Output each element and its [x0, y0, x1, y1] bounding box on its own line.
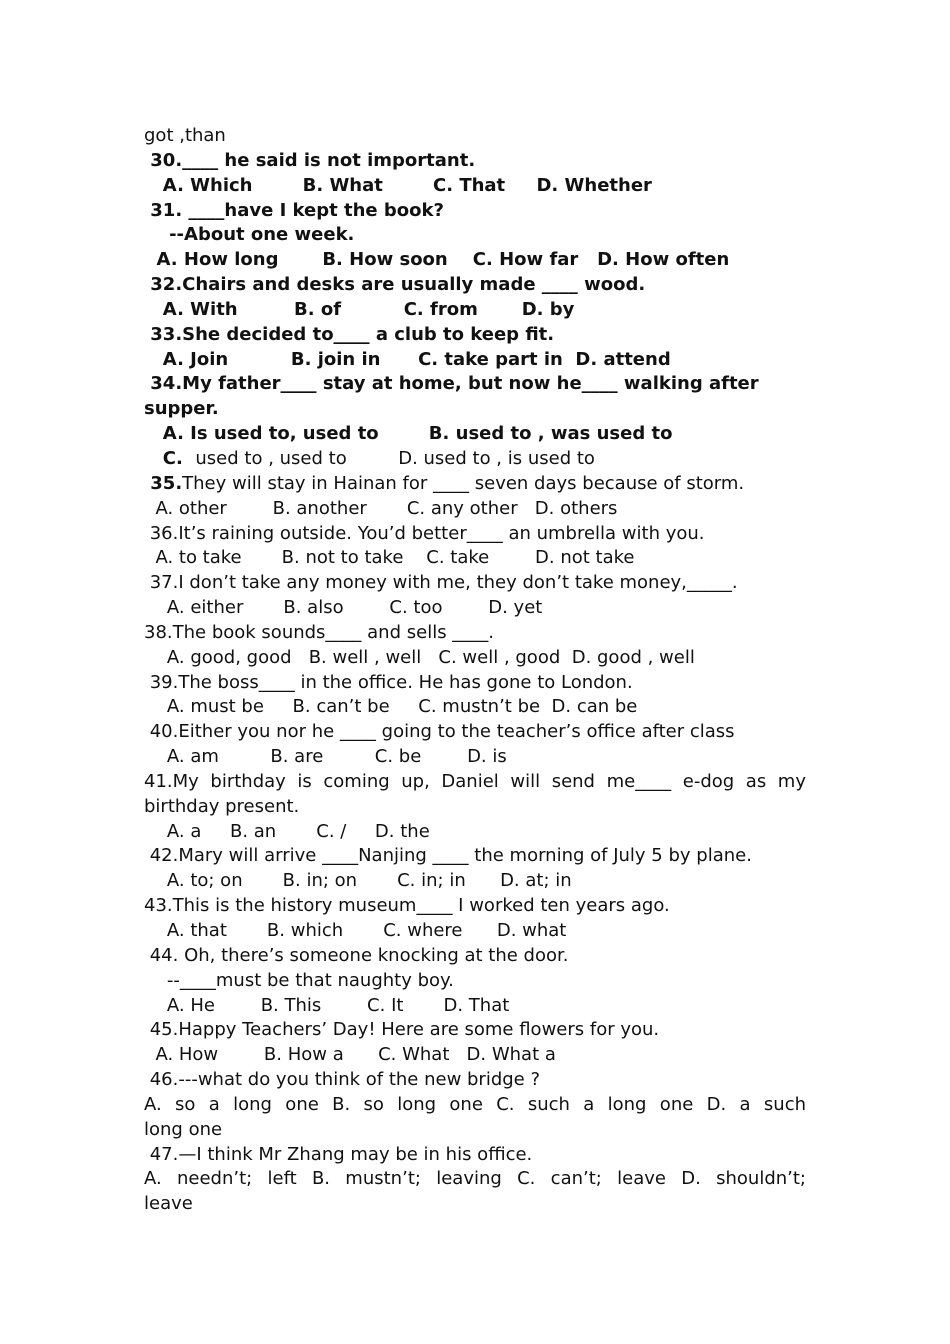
- document-page: [144, 124, 806, 1217]
- options-32: A. With B. of C. from D. by: [144, 298, 575, 320]
- options-37: A. either B. also C. too D. yet: [144, 597, 543, 619]
- question-37: 37.I don’t take any money with me, they don’t take money,_____.: [144, 572, 738, 594]
- options-38: A. good, good B. well , well C. well , good D. good , well: [144, 646, 695, 668]
- text-line: got ,than: [144, 125, 226, 146]
- options-36: A. to take B. not to take C. take D. not take: [144, 547, 635, 569]
- options-46: A. so a long one B. so long one C. such a long one D. a such: [144, 1093, 806, 1115]
- question-38: 38.The book sounds____ and sells ____.: [144, 621, 495, 643]
- option-text: used to , used to D. used to , is used to: [195, 447, 595, 469]
- options-47: A. needn’t; left B. mustn’t; leaving C. can’t; leave D. shouldn’t;: [144, 1168, 806, 1190]
- question-number: 35.: [144, 472, 183, 494]
- question-42: 42.Mary will arrive ____Nanjing ____ the morning of July 5 by plane.: [144, 845, 752, 867]
- question-35: [144, 472, 806, 497]
- question-44: 44. Oh, there’s someone knocking at the door.: [144, 944, 569, 966]
- question-32: 32.Chairs and desks are usually made ____ wood.: [144, 274, 646, 296]
- options-31: A. How long B. How soon C. How far D. How often: [144, 249, 730, 271]
- options-34-cont: [144, 447, 806, 472]
- options-41: A. a B. an C. / D. the: [144, 820, 430, 842]
- question-36: 36.It’s raining outside. You’d better____ an umbrella with you.: [144, 522, 705, 544]
- options-33: A. Join B. join in C. take part in D. attend: [144, 348, 671, 370]
- options-45: A. How B. How a C. What D. What a: [144, 1044, 556, 1066]
- question-34: 34.My father____ stay at home, but now he____ walking after: [144, 373, 759, 395]
- question-39: 39.The boss____ in the office. He has gone to London.: [144, 671, 633, 693]
- question-31-reply: --About one week.: [144, 224, 355, 246]
- option-label: C.: [144, 447, 196, 469]
- question-45: 45.Happy Teachers’ Day! Here are some flowers for you.: [144, 1019, 660, 1041]
- options-39: A. must be B. can’t be C. mustn’t be D. can be: [144, 696, 638, 718]
- options-40: A. am B. are C. be D. is: [144, 746, 507, 768]
- options-34: A. Is used to, used to B. used to , was used to: [144, 423, 673, 445]
- question-41: 41.My birthday is coming up, Daniel will send me____ e-dog as my: [144, 770, 806, 792]
- question-40: 40.Either you nor he ____ going to the teacher’s office after class: [144, 721, 735, 743]
- question-43: 43.This is the history museum____ I worked ten years ago.: [144, 895, 670, 917]
- question-41-cont: birthday present.: [144, 795, 300, 817]
- options-42: A. to; on B. in; on C. in; in D. at; in: [144, 870, 572, 892]
- question-46: 46.---what do you think of the new bridge ?: [144, 1069, 541, 1091]
- options-47-cont: leave: [144, 1193, 193, 1215]
- question-31: 31. ____have I kept the book?: [144, 199, 444, 221]
- question-34-cont: supper.: [144, 398, 219, 420]
- options-30: A. Which B. What C. That D. Whether: [144, 174, 652, 196]
- options-44: A. He B. This C. It D. That: [144, 994, 510, 1016]
- question-30: 30.____ he said is not important.: [144, 149, 476, 171]
- question-47: 47.—I think Mr Zhang may be in his office.: [144, 1143, 533, 1165]
- options-43: A. that B. which C. where D. what: [144, 920, 567, 941]
- question-33: 33.She decided to____ a club to keep fit.: [144, 323, 555, 345]
- options-35: A. other B. another C. any other D. others: [144, 497, 618, 519]
- question-text: They will stay in Hainan for ____ seven days because of storm.: [182, 472, 745, 494]
- options-46-cont: long one: [144, 1118, 223, 1140]
- question-44-reply: --____must be that naughty boy.: [144, 969, 454, 991]
